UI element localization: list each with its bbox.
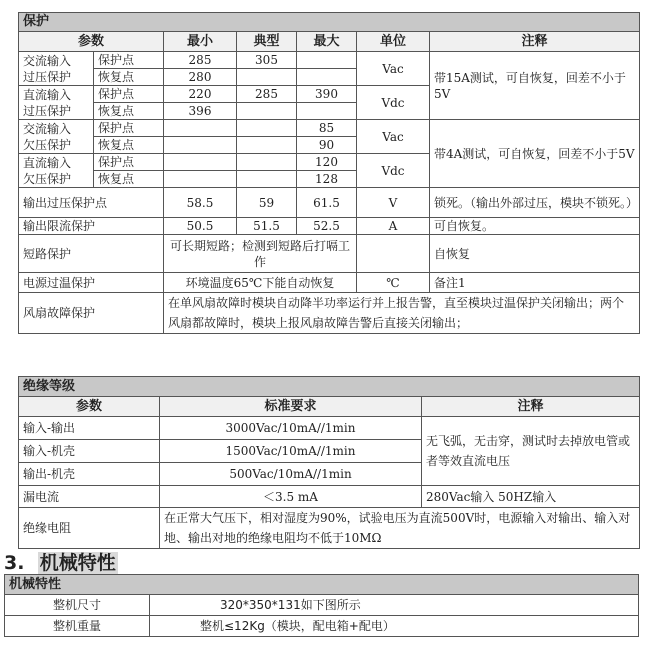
dc-over-min: 220: [164, 86, 237, 103]
ins-header-req: 标准要求: [160, 397, 422, 417]
under-note: 带4A测试，可自恢复，回差不小于5V: [430, 120, 640, 188]
ins-row-req: 1500Vac/10mA//1min: [160, 440, 422, 463]
dc-under-recover: 恢复点: [94, 171, 164, 188]
ac-over-min: 285: [164, 52, 237, 69]
header-max: 最大: [297, 32, 357, 52]
dc-over-unit: Vdc: [357, 86, 430, 120]
heading-number: 3.: [4, 552, 25, 574]
hipot-note: 无飞弧，无击穿，测试时去掉放电管或者等效直流电压: [422, 417, 640, 486]
otp-desc: 环境温度65℃下能自动恢复: [164, 273, 357, 293]
leak-note: 280Vac输入 50HZ输入: [422, 486, 640, 508]
leak-req: ＜3.5 mA: [160, 486, 422, 508]
ac-over-point: 保护点: [94, 52, 164, 69]
dc-over-point: 保护点: [94, 86, 164, 103]
ins-row-name: 输入-机壳: [19, 440, 160, 463]
mechanical-table: [4, 574, 639, 637]
out-ocp-min: 50.5: [164, 218, 237, 235]
over-note: 带15A测试，可自恢复，回差不小于5V: [430, 52, 640, 120]
dc-under-name: 直流输入 欠压保护: [19, 154, 94, 188]
short-name: 短路保护: [19, 235, 164, 273]
header-typ: 典型: [237, 32, 297, 52]
dc-under-max: 120: [297, 154, 357, 171]
leak-name: 漏电流: [19, 486, 160, 508]
ir-name: 绝缘电阻: [19, 508, 160, 549]
ins-header-param: 参数: [19, 397, 160, 417]
ac-over-recover-min: 280: [164, 69, 237, 86]
weight-value: 整机≤12Kg（模块，配电箱+配电）: [150, 616, 639, 637]
dc-over-max: 390: [297, 86, 357, 103]
ac-over-recover: 恢复点: [94, 69, 164, 86]
out-ovp-min: 58.5: [164, 188, 237, 218]
otp-name: 电源过温保护: [19, 273, 164, 293]
ac-under-point: 保护点: [94, 120, 164, 137]
out-ocp-note: 可自恢复。: [430, 218, 640, 235]
protection-table: [18, 12, 640, 334]
header-note: 注释: [430, 32, 640, 52]
ac-under-recover-max: 90: [297, 137, 357, 154]
header-unit: 单位: [357, 32, 430, 52]
out-ocp-max: 52.5: [297, 218, 357, 235]
out-ocp-typ: 51.5: [237, 218, 297, 235]
otp-note: 备注1: [430, 273, 640, 293]
out-ovp-typ: 59: [237, 188, 297, 218]
dc-under-unit: Vdc: [357, 154, 430, 188]
dc-over-typ: 285: [237, 86, 297, 103]
out-ovp-unit: V: [357, 188, 430, 218]
dc-under-recover-max: 128: [297, 171, 357, 188]
ac-over-typ: 305: [237, 52, 297, 69]
dc-over-recover-min: 396: [164, 103, 237, 120]
ac-under-max: 85: [297, 120, 357, 137]
ac-under-recover: 恢复点: [94, 137, 164, 154]
out-ovp-max: 61.5: [297, 188, 357, 218]
size-label: 整机尺寸: [5, 595, 150, 616]
ins-row-req: 500Vac/10mA//1min: [160, 463, 422, 486]
ac-under-name: 交流输入 欠压保护: [19, 120, 94, 154]
otp-unit: ℃: [357, 273, 430, 293]
ins-row-name: 输出-机壳: [19, 463, 160, 486]
ac-over-max: [297, 52, 357, 69]
section-title-insulation: 绝缘等级: [19, 377, 640, 397]
ins-row-req: 3000Vac/10mA//1min: [160, 417, 422, 440]
ac-over-name: 交流输入 过压保护: [19, 52, 94, 86]
weight-label: 整机重量: [5, 616, 150, 637]
insulation-table: [18, 376, 640, 549]
dc-over-name: 直流输入 过压保护: [19, 86, 94, 120]
section-heading-mechanical: [4, 548, 118, 575]
short-desc: 可长期短路；检测到短路后打嗝工作: [164, 235, 357, 273]
ins-header-note: 注释: [422, 397, 640, 417]
dc-over-recover: 恢复点: [94, 103, 164, 120]
ins-row-name: 输入-输出: [19, 417, 160, 440]
out-ocp-unit: A: [357, 218, 430, 235]
header-min: 最小: [164, 32, 237, 52]
out-ocp-name: 输出限流保护: [19, 218, 164, 235]
ir-req: 在正常大气压下，相对湿度为90%，试验电压为直流500V时，电源输入对输出、输入对地、输出对地的绝缘电阻均不低于10MΩ: [160, 508, 640, 549]
ac-under-unit: Vac: [357, 120, 430, 154]
fan-desc: 在单风扇故障时模块自动降半功率运行并上报告警，直至模块过温保护关闭输出；两个风扇都故障时，模块上报风扇故障告警后直接关闭输出；: [164, 293, 640, 334]
size-value: 320*350*131如下图所示: [150, 595, 639, 616]
ac-over-unit: Vac: [357, 52, 430, 86]
fan-name: 风扇故障保护: [19, 293, 164, 334]
header-param: 参数: [19, 32, 164, 52]
short-note: 自恢复: [430, 235, 640, 273]
out-ovp-name: 输出过压保护点: [19, 188, 164, 218]
section-title-protection: 保护: [19, 13, 640, 32]
out-ovp-note: 锁死。（输出外部过压，模块不锁死。）: [430, 188, 640, 218]
dc-under-point: 保护点: [94, 154, 164, 171]
heading-text: 机械特性: [39, 552, 116, 574]
section-title-mechanical: 机械特性: [5, 575, 639, 595]
